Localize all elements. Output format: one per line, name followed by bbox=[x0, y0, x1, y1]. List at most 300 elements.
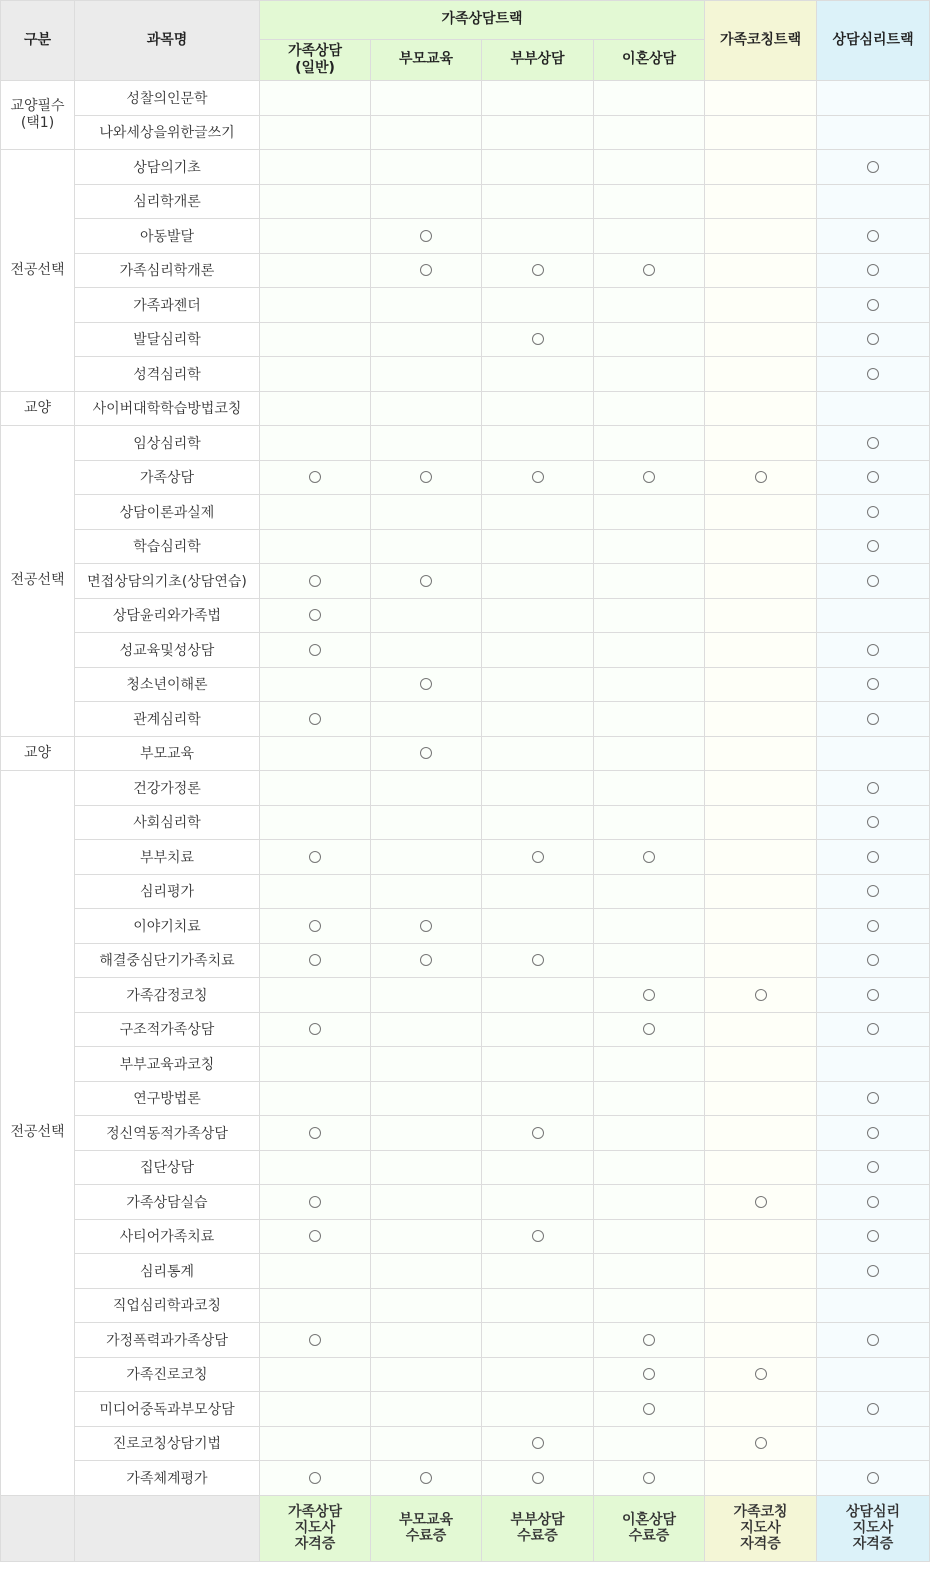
mark-cell-divorce bbox=[594, 1392, 705, 1427]
category-cell: 전공선택 bbox=[1, 426, 75, 737]
mark-cell-divorce bbox=[594, 253, 705, 288]
table-row bbox=[1, 426, 930, 461]
mark-cell-divorce bbox=[594, 1012, 705, 1047]
circle-mark-icon bbox=[867, 299, 879, 311]
circle-mark-icon bbox=[643, 1023, 655, 1035]
table-row bbox=[1, 288, 930, 323]
category-header: 구분 bbox=[1, 1, 75, 81]
mark-cell-couple bbox=[482, 495, 594, 530]
mark-cell-couple bbox=[482, 529, 594, 564]
mark-cell-general bbox=[260, 529, 371, 564]
circle-mark-icon bbox=[309, 1230, 321, 1242]
mark-cell-divorce bbox=[594, 357, 705, 392]
circle-mark-icon bbox=[420, 747, 432, 759]
table-row bbox=[1, 1254, 930, 1289]
mark-cell-psych bbox=[817, 840, 930, 875]
circle-mark-icon bbox=[532, 264, 544, 276]
footer-cert-parenting: 부모교육 수료증 bbox=[371, 1495, 482, 1561]
mark-cell-parenting bbox=[371, 1116, 482, 1151]
mark-cell-couple bbox=[482, 771, 594, 806]
mark-cell-divorce bbox=[594, 150, 705, 185]
circle-mark-icon bbox=[309, 954, 321, 966]
mark-cell-coaching bbox=[705, 736, 817, 771]
mark-cell-couple bbox=[482, 633, 594, 668]
mark-cell-psych bbox=[817, 978, 930, 1013]
mark-cell-psych bbox=[817, 322, 930, 357]
subject-cell: 부부교육과코칭 bbox=[75, 1047, 260, 1082]
mark-cell-psych bbox=[817, 771, 930, 806]
mark-cell-general bbox=[260, 1219, 371, 1254]
circle-mark-icon bbox=[309, 713, 321, 725]
table-row bbox=[1, 219, 930, 254]
mark-cell-psych bbox=[817, 1185, 930, 1220]
mark-cell-psych bbox=[817, 1047, 930, 1082]
mark-cell-couple bbox=[482, 1461, 594, 1496]
subject-cell: 이야기치료 bbox=[75, 909, 260, 944]
circle-mark-icon bbox=[643, 471, 655, 483]
mark-cell-coaching bbox=[705, 1150, 817, 1185]
mark-cell-couple bbox=[482, 1150, 594, 1185]
subject-cell: 임상심리학 bbox=[75, 426, 260, 461]
subject-cell: 성격심리학 bbox=[75, 357, 260, 392]
mark-cell-general bbox=[260, 1323, 371, 1358]
mark-cell-general bbox=[260, 1081, 371, 1116]
circle-mark-icon bbox=[867, 1023, 879, 1035]
circle-mark-icon bbox=[867, 506, 879, 518]
category-cell: 교양 bbox=[1, 736, 75, 771]
mark-cell-couple bbox=[482, 1392, 594, 1427]
mark-cell-divorce bbox=[594, 1461, 705, 1496]
circle-mark-icon bbox=[867, 540, 879, 552]
mark-cell-divorce bbox=[594, 1150, 705, 1185]
mark-cell-psych bbox=[817, 598, 930, 633]
mark-cell-divorce bbox=[594, 943, 705, 978]
mark-cell-parenting bbox=[371, 1357, 482, 1392]
circle-mark-icon bbox=[309, 1472, 321, 1484]
mark-cell-divorce bbox=[594, 1357, 705, 1392]
circle-mark-icon bbox=[532, 1230, 544, 1242]
mark-cell-general bbox=[260, 1288, 371, 1323]
footer-cert-psych: 상담심리 지도사 자격증 bbox=[817, 1495, 930, 1561]
mark-cell-psych bbox=[817, 1323, 930, 1358]
subject-cell: 심리학개론 bbox=[75, 184, 260, 219]
circle-mark-icon bbox=[867, 368, 879, 380]
mark-cell-parenting bbox=[371, 322, 482, 357]
circle-mark-icon bbox=[420, 1472, 432, 1484]
table-row bbox=[1, 1426, 930, 1461]
mark-cell-general bbox=[260, 840, 371, 875]
mark-cell-psych bbox=[817, 667, 930, 702]
table-row bbox=[1, 1461, 930, 1496]
mark-cell-psych bbox=[817, 1081, 930, 1116]
mark-cell-coaching bbox=[705, 495, 817, 530]
footer-cert-coaching: 가족코칭 지도사 자격증 bbox=[705, 1495, 817, 1561]
mark-cell-couple bbox=[482, 1357, 594, 1392]
circle-mark-icon bbox=[643, 1403, 655, 1415]
circle-mark-icon bbox=[532, 471, 544, 483]
mark-cell-psych bbox=[817, 1357, 930, 1392]
mark-cell-divorce bbox=[594, 115, 705, 150]
mark-cell-general bbox=[260, 184, 371, 219]
circle-mark-icon bbox=[309, 471, 321, 483]
mark-cell-general bbox=[260, 598, 371, 633]
table-row bbox=[1, 909, 930, 944]
table-row bbox=[1, 1288, 930, 1323]
mark-cell-divorce bbox=[594, 288, 705, 323]
circle-mark-icon bbox=[643, 1334, 655, 1346]
mark-cell-divorce bbox=[594, 529, 705, 564]
mark-cell-general bbox=[260, 978, 371, 1013]
mark-cell-couple bbox=[482, 1219, 594, 1254]
table-body bbox=[1, 81, 930, 1496]
footer-cert-divorce: 이혼상담 수료증 bbox=[594, 1495, 705, 1561]
mark-cell-couple bbox=[482, 805, 594, 840]
table-row bbox=[1, 1150, 930, 1185]
circle-mark-icon bbox=[867, 471, 879, 483]
subject-cell: 사이버대학학습방법코칭 bbox=[75, 391, 260, 426]
mark-cell-couple bbox=[482, 253, 594, 288]
mark-cell-psych bbox=[817, 426, 930, 461]
table-row bbox=[1, 322, 930, 357]
mark-cell-psych bbox=[817, 81, 930, 116]
mark-cell-couple bbox=[482, 702, 594, 737]
mark-cell-couple bbox=[482, 288, 594, 323]
mark-cell-parenting bbox=[371, 667, 482, 702]
subject-cell: 발달심리학 bbox=[75, 322, 260, 357]
subject-cell: 직업심리학과코칭 bbox=[75, 1288, 260, 1323]
mark-cell-general bbox=[260, 1047, 371, 1082]
mark-cell-parenting bbox=[371, 598, 482, 633]
mark-cell-coaching bbox=[705, 1426, 817, 1461]
mark-cell-psych bbox=[817, 736, 930, 771]
subject-cell: 진로코칭상담기법 bbox=[75, 1426, 260, 1461]
mark-cell-coaching bbox=[705, 1254, 817, 1289]
mark-cell-parenting bbox=[371, 736, 482, 771]
table-row bbox=[1, 1357, 930, 1392]
subject-cell: 가족심리학개론 bbox=[75, 253, 260, 288]
mark-cell-general bbox=[260, 943, 371, 978]
mark-cell-coaching bbox=[705, 909, 817, 944]
subject-cell: 부모교육 bbox=[75, 736, 260, 771]
mark-cell-couple bbox=[482, 426, 594, 461]
mark-cell-parenting bbox=[371, 633, 482, 668]
mark-cell-divorce bbox=[594, 633, 705, 668]
table-row bbox=[1, 771, 930, 806]
circle-mark-icon bbox=[532, 333, 544, 345]
mark-cell-coaching bbox=[705, 978, 817, 1013]
subject-cell: 부부치료 bbox=[75, 840, 260, 875]
table-row bbox=[1, 357, 930, 392]
mark-cell-parenting bbox=[371, 357, 482, 392]
mark-cell-parenting bbox=[371, 1185, 482, 1220]
circle-mark-icon bbox=[755, 1437, 767, 1449]
mark-cell-couple bbox=[482, 874, 594, 909]
circle-mark-icon bbox=[867, 264, 879, 276]
mark-cell-general bbox=[260, 1116, 371, 1151]
circle-mark-icon bbox=[867, 885, 879, 897]
footer-cert-couple: 부부상담 수료증 bbox=[482, 1495, 594, 1561]
subject-cell: 아동발달 bbox=[75, 219, 260, 254]
subject-cell: 사회심리학 bbox=[75, 805, 260, 840]
circle-mark-icon bbox=[867, 851, 879, 863]
table-row bbox=[1, 529, 930, 564]
mark-cell-parenting bbox=[371, 495, 482, 530]
mark-cell-couple bbox=[482, 598, 594, 633]
table-row bbox=[1, 1392, 930, 1427]
mark-cell-coaching bbox=[705, 184, 817, 219]
mark-cell-general bbox=[260, 736, 371, 771]
mark-cell-coaching bbox=[705, 288, 817, 323]
mark-cell-coaching bbox=[705, 874, 817, 909]
circle-mark-icon bbox=[867, 782, 879, 794]
mark-cell-psych bbox=[817, 288, 930, 323]
mark-cell-couple bbox=[482, 322, 594, 357]
mark-cell-coaching bbox=[705, 1392, 817, 1427]
mark-cell-coaching bbox=[705, 805, 817, 840]
mark-cell-coaching bbox=[705, 840, 817, 875]
mark-cell-divorce bbox=[594, 460, 705, 495]
circle-mark-icon bbox=[643, 989, 655, 1001]
subject-cell: 성교육및성상담 bbox=[75, 633, 260, 668]
subject-cell: 관계심리학 bbox=[75, 702, 260, 737]
mark-cell-parenting bbox=[371, 840, 482, 875]
subject-cell: 정신역동적가족상담 bbox=[75, 1116, 260, 1151]
table-row bbox=[1, 1219, 930, 1254]
subject-cell: 연구방법론 bbox=[75, 1081, 260, 1116]
mark-cell-psych bbox=[817, 1392, 930, 1427]
mark-cell-coaching bbox=[705, 702, 817, 737]
subtrack-header-parenting: 부모교육 bbox=[371, 39, 482, 80]
circle-mark-icon bbox=[309, 1023, 321, 1035]
mark-cell-parenting bbox=[371, 288, 482, 323]
mark-cell-psych bbox=[817, 702, 930, 737]
mark-cell-divorce bbox=[594, 81, 705, 116]
circle-mark-icon bbox=[867, 1092, 879, 1104]
mark-cell-couple bbox=[482, 564, 594, 599]
mark-cell-coaching bbox=[705, 253, 817, 288]
mark-cell-divorce bbox=[594, 909, 705, 944]
mark-cell-psych bbox=[817, 184, 930, 219]
mark-cell-general bbox=[260, 391, 371, 426]
mark-cell-general bbox=[260, 1461, 371, 1496]
table-row bbox=[1, 81, 930, 116]
mark-cell-parenting bbox=[371, 978, 482, 1013]
mark-cell-general bbox=[260, 219, 371, 254]
circle-mark-icon bbox=[532, 1127, 544, 1139]
table-row bbox=[1, 460, 930, 495]
mark-cell-divorce bbox=[594, 1116, 705, 1151]
mark-cell-psych bbox=[817, 1012, 930, 1047]
mark-cell-general bbox=[260, 1254, 371, 1289]
mark-cell-psych bbox=[817, 1116, 930, 1151]
mark-cell-couple bbox=[482, 357, 594, 392]
circle-mark-icon bbox=[867, 678, 879, 690]
mark-cell-psych bbox=[817, 391, 930, 426]
circle-mark-icon bbox=[867, 713, 879, 725]
table-row bbox=[1, 667, 930, 702]
mark-cell-psych bbox=[817, 150, 930, 185]
mark-cell-couple bbox=[482, 150, 594, 185]
mark-cell-divorce bbox=[594, 1254, 705, 1289]
mark-cell-parenting bbox=[371, 529, 482, 564]
table-row bbox=[1, 1185, 930, 1220]
subject-cell: 집단상담 bbox=[75, 1150, 260, 1185]
mark-cell-psych bbox=[817, 529, 930, 564]
mark-cell-divorce bbox=[594, 702, 705, 737]
mark-cell-psych bbox=[817, 633, 930, 668]
mark-cell-psych bbox=[817, 1426, 930, 1461]
mark-cell-psych bbox=[817, 357, 930, 392]
mark-cell-general bbox=[260, 495, 371, 530]
mark-cell-couple bbox=[482, 184, 594, 219]
mark-cell-general bbox=[260, 150, 371, 185]
circle-mark-icon bbox=[309, 1334, 321, 1346]
circle-mark-icon bbox=[309, 1127, 321, 1139]
coaching-track-header: 가족코칭트랙 bbox=[705, 1, 817, 81]
circle-mark-icon bbox=[867, 920, 879, 932]
mark-cell-couple bbox=[482, 1012, 594, 1047]
subject-cell: 미디어중독과부모상담 bbox=[75, 1392, 260, 1427]
table-header bbox=[1, 1, 930, 81]
mark-cell-divorce bbox=[594, 391, 705, 426]
category-cell: 전공선택 bbox=[1, 150, 75, 392]
circle-mark-icon bbox=[532, 1437, 544, 1449]
mark-cell-general bbox=[260, 460, 371, 495]
mark-cell-coaching bbox=[705, 564, 817, 599]
mark-cell-coaching bbox=[705, 460, 817, 495]
circle-mark-icon bbox=[643, 851, 655, 863]
table-row bbox=[1, 598, 930, 633]
mark-cell-parenting bbox=[371, 1461, 482, 1496]
mark-cell-general bbox=[260, 1185, 371, 1220]
mark-cell-parenting bbox=[371, 184, 482, 219]
mark-cell-divorce bbox=[594, 978, 705, 1013]
mark-cell-couple bbox=[482, 115, 594, 150]
mark-cell-general bbox=[260, 1150, 371, 1185]
mark-cell-parenting bbox=[371, 1288, 482, 1323]
mark-cell-parenting bbox=[371, 1219, 482, 1254]
mark-cell-parenting bbox=[371, 1081, 482, 1116]
mark-cell-psych bbox=[817, 805, 930, 840]
subject-cell: 상담윤리와가족법 bbox=[75, 598, 260, 633]
mark-cell-psych bbox=[817, 460, 930, 495]
table-row bbox=[1, 805, 930, 840]
table-row bbox=[1, 1323, 930, 1358]
mark-cell-couple bbox=[482, 1185, 594, 1220]
mark-cell-coaching bbox=[705, 150, 817, 185]
mark-cell-coaching bbox=[705, 1461, 817, 1496]
subject-cell: 가족상담 bbox=[75, 460, 260, 495]
mark-cell-divorce bbox=[594, 184, 705, 219]
subject-cell: 상담의기초 bbox=[75, 150, 260, 185]
circle-mark-icon bbox=[420, 678, 432, 690]
mark-cell-parenting bbox=[371, 771, 482, 806]
mark-cell-psych bbox=[817, 219, 930, 254]
mark-cell-coaching bbox=[705, 81, 817, 116]
circle-mark-icon bbox=[309, 1196, 321, 1208]
table-row bbox=[1, 978, 930, 1013]
circle-mark-icon bbox=[867, 1230, 879, 1242]
mark-cell-general bbox=[260, 1392, 371, 1427]
mark-cell-couple bbox=[482, 978, 594, 1013]
footer-cert-general: 가족상담 지도사 자격증 bbox=[260, 1495, 371, 1561]
mark-cell-psych bbox=[817, 1254, 930, 1289]
circle-mark-icon bbox=[867, 954, 879, 966]
mark-cell-parenting bbox=[371, 1012, 482, 1047]
circle-mark-icon bbox=[309, 609, 321, 621]
subject-cell: 사티어가족치료 bbox=[75, 1219, 260, 1254]
circle-mark-icon bbox=[867, 1127, 879, 1139]
family-track-header: 가족상담트랙 bbox=[260, 1, 705, 40]
mark-cell-parenting bbox=[371, 426, 482, 461]
mark-cell-coaching bbox=[705, 1047, 817, 1082]
mark-cell-parenting bbox=[371, 1150, 482, 1185]
mark-cell-divorce bbox=[594, 874, 705, 909]
circle-mark-icon bbox=[755, 1368, 767, 1380]
subject-cell: 성찰의인문학 bbox=[75, 81, 260, 116]
mark-cell-divorce bbox=[594, 736, 705, 771]
mark-cell-divorce bbox=[594, 1323, 705, 1358]
circle-mark-icon bbox=[420, 264, 432, 276]
mark-cell-coaching bbox=[705, 771, 817, 806]
mark-cell-general bbox=[260, 633, 371, 668]
mark-cell-general bbox=[260, 288, 371, 323]
subject-cell: 구조적가족상담 bbox=[75, 1012, 260, 1047]
subject-cell: 가족진로코칭 bbox=[75, 1357, 260, 1392]
category-cell: 교양필수 (택1) bbox=[1, 81, 75, 150]
subject-cell: 면접상담의기초(상담연습) bbox=[75, 564, 260, 599]
mark-cell-parenting bbox=[371, 943, 482, 978]
mark-cell-general bbox=[260, 702, 371, 737]
mark-cell-parenting bbox=[371, 391, 482, 426]
mark-cell-general bbox=[260, 357, 371, 392]
mark-cell-coaching bbox=[705, 1357, 817, 1392]
mark-cell-divorce bbox=[594, 564, 705, 599]
table-row bbox=[1, 943, 930, 978]
circle-mark-icon bbox=[867, 333, 879, 345]
mark-cell-coaching bbox=[705, 1116, 817, 1151]
mark-cell-general bbox=[260, 322, 371, 357]
table-row bbox=[1, 495, 930, 530]
mark-cell-parenting bbox=[371, 253, 482, 288]
mark-cell-divorce bbox=[594, 426, 705, 461]
subtrack-header-divorce: 이혼상담 bbox=[594, 39, 705, 80]
mark-cell-general bbox=[260, 805, 371, 840]
mark-cell-divorce bbox=[594, 667, 705, 702]
table-row bbox=[1, 702, 930, 737]
mark-cell-couple bbox=[482, 391, 594, 426]
circle-mark-icon bbox=[867, 1334, 879, 1346]
subject-header: 과목명 bbox=[75, 1, 260, 81]
mark-cell-divorce bbox=[594, 598, 705, 633]
mark-cell-parenting bbox=[371, 1392, 482, 1427]
mark-cell-general bbox=[260, 1012, 371, 1047]
mark-cell-couple bbox=[482, 840, 594, 875]
mark-cell-parenting bbox=[371, 1323, 482, 1358]
mark-cell-psych bbox=[817, 564, 930, 599]
mark-cell-coaching bbox=[705, 1185, 817, 1220]
mark-cell-divorce bbox=[594, 1081, 705, 1116]
mark-cell-couple bbox=[482, 1081, 594, 1116]
mark-cell-coaching bbox=[705, 115, 817, 150]
mark-cell-couple bbox=[482, 460, 594, 495]
circle-mark-icon bbox=[867, 644, 879, 656]
circle-mark-icon bbox=[867, 1196, 879, 1208]
mark-cell-couple bbox=[482, 1323, 594, 1358]
mark-cell-coaching bbox=[705, 426, 817, 461]
mark-cell-general bbox=[260, 874, 371, 909]
table-row bbox=[1, 1047, 930, 1082]
